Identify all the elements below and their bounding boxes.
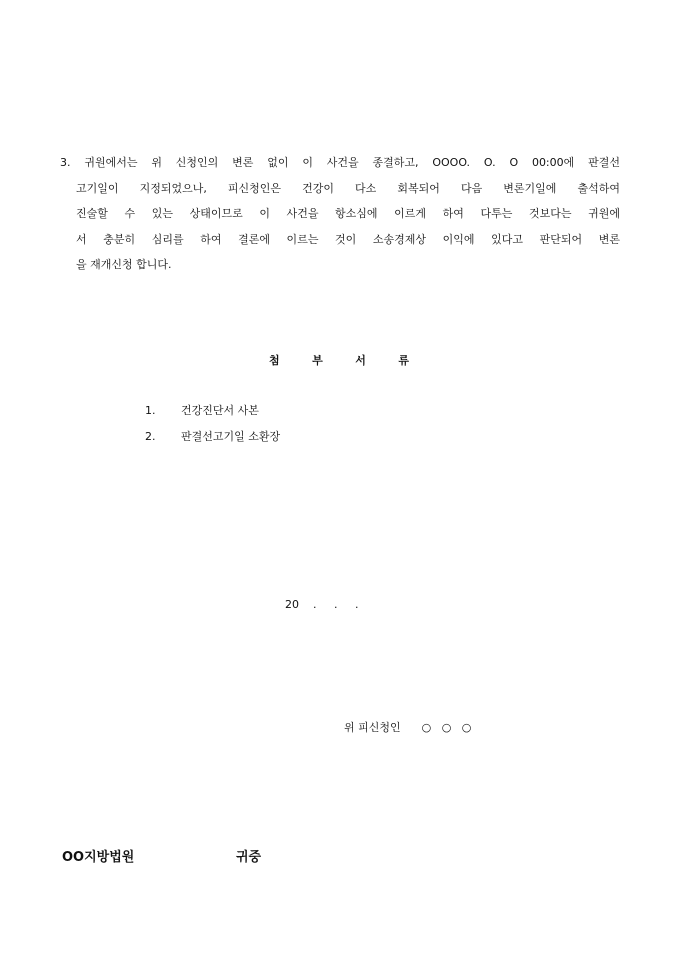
petition-paragraph	[60, 150, 620, 278]
honorific: 귀중	[236, 850, 262, 865]
attachment-number: 2.	[145, 430, 156, 443]
heading-char: 류	[398, 354, 409, 367]
attachment-text: 건강진단서 사본	[181, 404, 259, 417]
heading-char: 서	[355, 354, 366, 367]
attachment-number: 1.	[145, 404, 156, 417]
signer-line: 위 피신청인 ○ ○ ○	[344, 721, 472, 734]
list-item	[145, 424, 280, 450]
heading-char: 첨	[269, 354, 280, 367]
paragraph-line: 서 충분히 심리를 하여 결론에 이르는 것이 소송경제상 이익에 있다고 판단되어 변론	[76, 232, 620, 246]
attachment-text: 판결선고기일 소환장	[181, 430, 281, 443]
paragraph-line: 3. 귀원에서는 위 신청인의 변론 없이 이 사건을 종결하고, OOOO. O. O 00:00에 판결선	[60, 156, 620, 169]
court-name: OO지방법원	[62, 850, 135, 865]
heading-char: 부	[312, 354, 323, 367]
paragraph-line: 을 재개신청 합니다.	[76, 258, 172, 271]
paragraph-line: 고기일이 지정되었으나, 피신청인은 건강이 다소 회복되어 다음 변론기일에 출석하여	[76, 181, 620, 195]
paragraph-line: 진술할 수 있는 상태이므로 이 사건을 항소심에 이르게 하여 다투는 것보다는 귀원에	[76, 207, 620, 220]
attachments-list	[145, 398, 280, 450]
attachments-heading	[269, 352, 409, 368]
date-line: 20 . . .	[285, 598, 359, 611]
list-item	[145, 398, 280, 424]
